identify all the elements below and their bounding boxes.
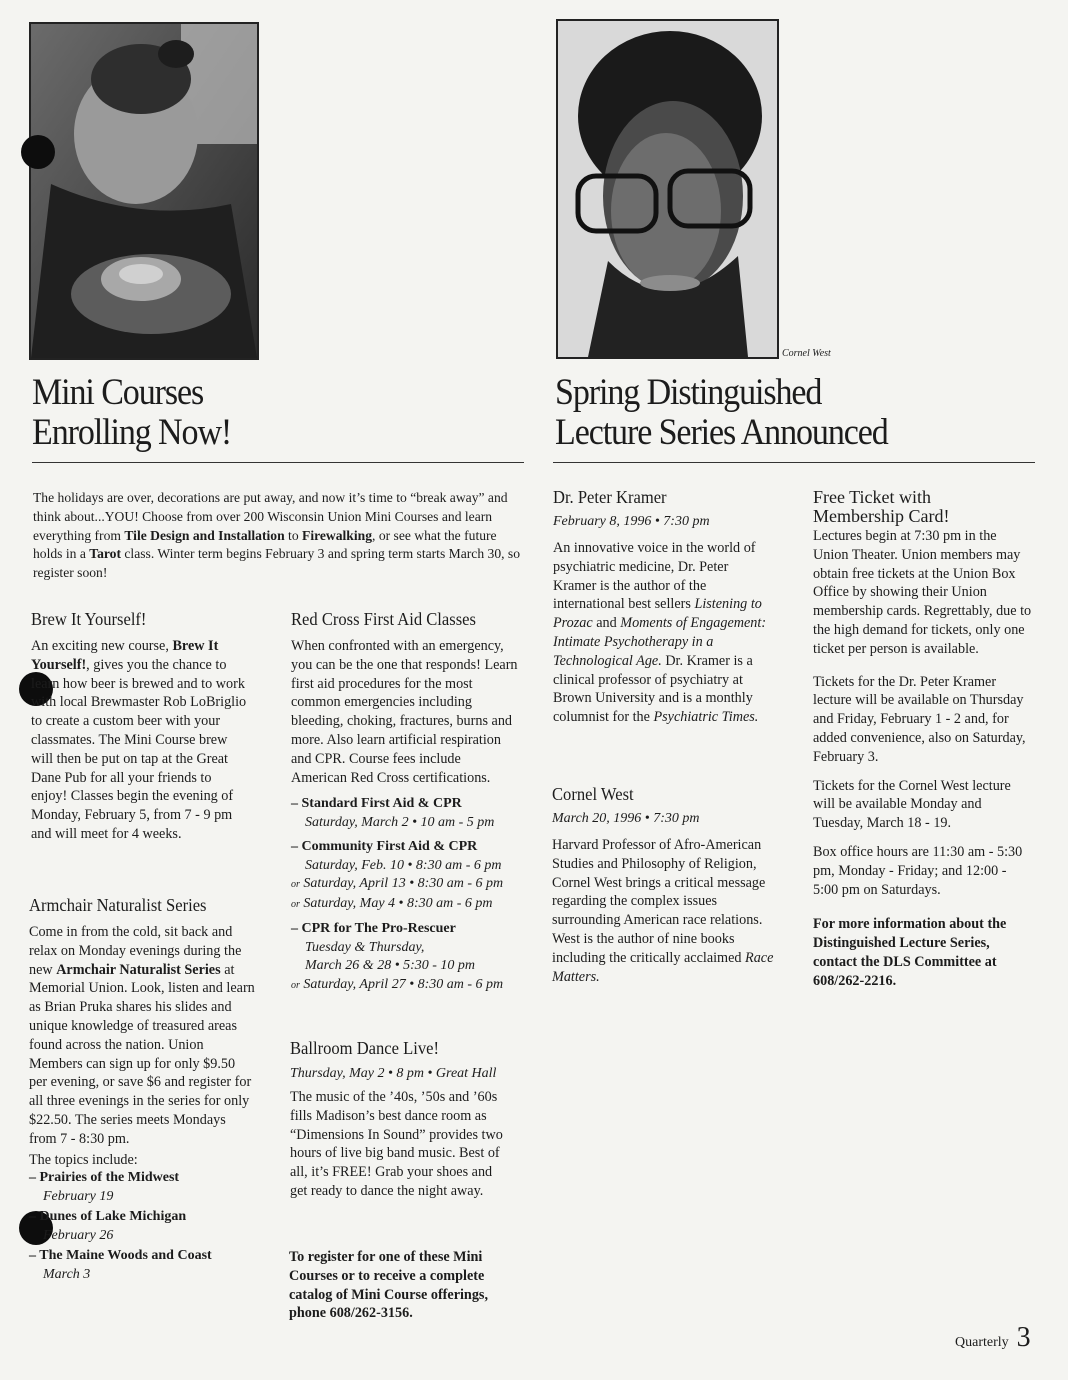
headline-line: Mini Courses	[32, 372, 204, 413]
naturalist-section	[29, 894, 255, 1284]
photo-caption: Cornel West	[782, 348, 831, 359]
brew-section	[31, 608, 251, 844]
ticket-paragraph: Lectures begin at 7:30 pm in the Union Theater. Union members may obtain free tickets at the Union Box Office by showing their Union membership cards. Regrettably, due to the high demand for tickets, only one ticket per person is available.	[813, 528, 1032, 657]
headline-line: Spring Distinguished	[555, 372, 822, 413]
binder-hole-top	[21, 135, 55, 169]
west-section	[552, 783, 774, 986]
redcross-body: When confronted with an emergency, you can be the one that responds! Learn first aid procedures for the most common emergencies including bleeding, choking, fractures, burns and more. Also learn artificial respiration and CPR. Course fees include American Red Cross certifications.	[291, 638, 518, 786]
page-number: 3	[1016, 1322, 1031, 1353]
ticket-section	[813, 488, 1035, 991]
ballroom-body: The music of the ’40s, ’50s and ’60s fills Madison’s best dance room as “Dimensions In Sound” provides two hours of live big band music. Best of all, it’s FREE! Grab your shoes and get ready to dance the night away.	[290, 1089, 503, 1199]
redcross-section	[291, 608, 519, 995]
speaker-date: February 8, 1996 • 7:30 pm	[553, 514, 710, 529]
footer-label: Quarterly	[955, 1335, 1009, 1350]
section-heading: Armchair Naturalist Series	[29, 895, 207, 915]
class-schedule-item: – Standard First Aid & CPR Saturday, March 2 • 10 am - 5 pm	[291, 796, 495, 830]
mini-intro: The holidays are over, decorations are put away, and now it’s time to “break away” and think about...YOU! Choose from over 200 Wisconsin Union Mini Courses and learn everything from Tile Design and Installation to Firewalking, or see what the future holds in a Tarot class. Winter term begins February 3 and spring term starts March 30, so register soon!	[33, 490, 520, 581]
dls-contact-note: For more information about the Distinguished Lecture Series, contact the DLS Committee at 608/262-2216.	[813, 916, 1007, 989]
headline-line: Lecture Series Announced	[555, 412, 888, 453]
lecture-series-headline	[555, 373, 888, 453]
ticket-paragraph: Tickets for the Cornel West lecture will be available Monday and Tuesday, March 18 - 19.	[813, 777, 1011, 832]
speaker-heading: Cornel West	[552, 784, 634, 804]
west-body: Harvard Professor of Afro-American Studies and Philosophy of Religion, Cornel West brings a critical message regarding the complex issues surrounding American race relations. West is the author of nine books including the critically acclaimed Race Matters.	[552, 837, 774, 985]
section-heading: Brew It Yourself!	[31, 609, 147, 629]
ballroom-date: Thursday, May 2 • 8 pm • Great Hall	[290, 1066, 497, 1081]
ticket-heading: Free Ticket with Membership Card!	[813, 487, 950, 526]
topic-item: – Dunes of Lake Michigan February 26	[29, 1209, 187, 1243]
ticket-paragraph: Box office hours are 11:30 am - 5:30 pm, Monday - Friday; and 12:00 - 5:00 pm on Saturdays.	[813, 843, 1023, 898]
topic-item: – The Maine Woods and Coast March 3	[29, 1248, 212, 1282]
portrait-photo	[556, 19, 779, 359]
pottery-photo	[29, 22, 259, 360]
ticket-paragraph: Tickets for the Dr. Peter Kramer lecture will be available on Thursday and Friday, February 1 - 2 and, for added convenience, also on Saturday, February 3.	[813, 673, 1026, 765]
topic-item: – Prairies of the Midwest February 19	[29, 1170, 180, 1204]
section-heading: Ballroom Dance Live!	[290, 1038, 439, 1058]
class-schedule-item: – Community First Aid & CPR Saturday, Feb. 10 • 8:30 am - 6 pm or Saturday, April 13 • 8:30 am - 6 pm or Saturday, May 4 • 8:30 am - 6 pm	[291, 839, 504, 911]
divider-right	[553, 462, 1035, 463]
register-note: To register for one of these Mini Courses or to receive a complete catalog of Mini Course offerings, phone 608/262-3156.	[289, 1249, 488, 1322]
ballroom-section	[290, 1037, 508, 1201]
brew-body: An exciting new course, Brew It Yourself!, gives you the chance to learn how beer is brewed and to work with local Brewmaster Rob LoBriglio to create a custom beer with your classmates. The Mini Course brew will then be put on tap at the Great Dane Pub for all your friends to enjoy! Classes begin the evening of Monday, February 5, from 7 - 9 pm and will meet for 4 weeks.	[31, 638, 247, 842]
naturalist-body: Come in from the cold, sit back and relax on Monday evenings during the new Armchair Naturalist Series at Memorial Union. Look, listen and learn as Brian Pruka shares his slides and unique knowledge of treasured areas found across the nation. Union Members can sign up for only $9.50 per evening, or save $6 and register for all three evenings in the series for only $22.50. The series meets Mondays from 7 - 8:30 pm.	[29, 924, 255, 1147]
kramer-body: An innovative voice in the world of psychiatric medicine, Dr. Peter Kramer is the author of the international best sellers Listening to Prozac and Moments of Engagement: Intimate Psychotherapy in a Technological Age. Dr. Kramer is a clinical professor of psychiatry at Brown University and is a monthly columnist for the Psychiatric Times.	[553, 540, 767, 726]
speaker-date: March 20, 1996 • 7:30 pm	[552, 811, 700, 826]
topics-intro: The topics include:	[29, 1151, 138, 1168]
speaker-heading: Dr. Peter Kramer	[553, 487, 667, 507]
page-footer	[955, 1322, 1031, 1354]
mini-courses-headline	[32, 373, 231, 453]
headline-line: Enrolling Now!	[32, 412, 232, 453]
class-schedule-item: – CPR for The Pro-Rescuer Tuesday & Thursday, March 26 & 28 • 5:30 - 10 pm or Saturday, April 27 • 8:30 am - 6 pm	[291, 921, 504, 992]
section-heading: Red Cross First Aid Classes	[291, 609, 476, 629]
kramer-section	[553, 486, 773, 727]
divider-left	[32, 462, 524, 463]
